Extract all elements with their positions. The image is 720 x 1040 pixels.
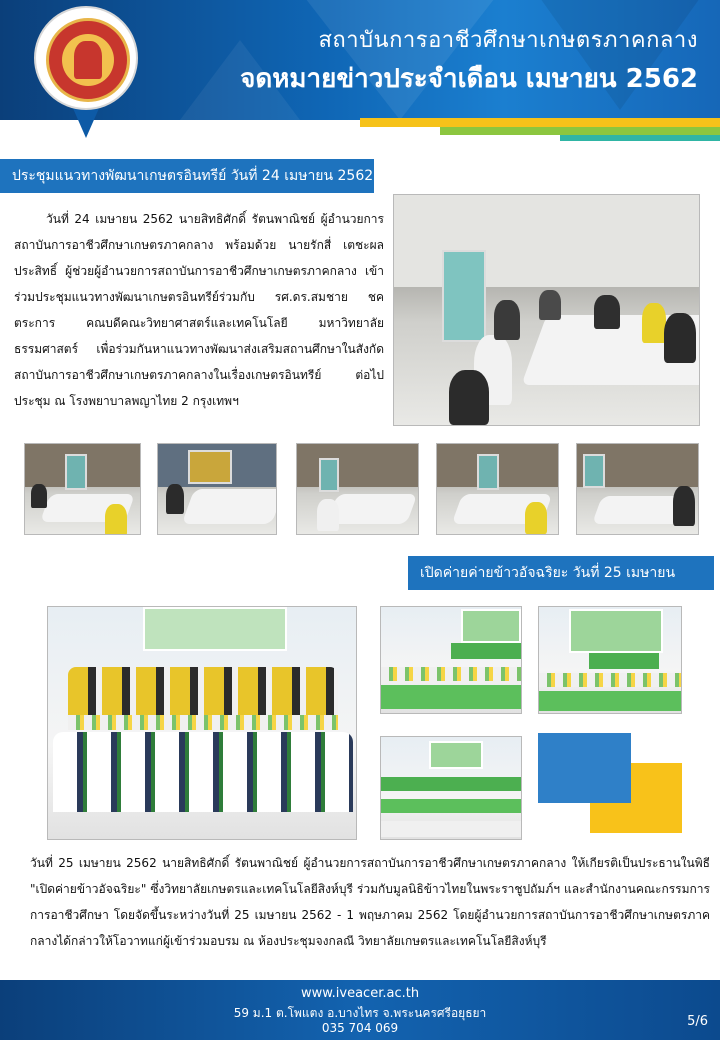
section2-body [30,850,710,954]
meeting-photo-main [393,194,700,426]
section1-body [14,206,384,414]
header-stripe [440,127,720,135]
header-stripe [360,118,720,127]
section2-paragraph: วันที่ 25 เมษายน 2562 นายสิทธิศักดิ์ รัตนพาณิชย์ ผู้อำนวยการสถาบันการอาชีวศึกษาเกษตรภาคกลาง ให้เกียรติเป็นประธานในพิธี "เปิดค่ายข้าวอัจฉริยะ" ซึ่งวิทยาลัยเกษตรและเทคโนโลยีสิงห์บุรี ร่วมกับมูลนิธิข้าวไทยในพระราชูปถัมภ์ฯ และสำนักงานคณะกรรมการการอาชีวศึกษา โดยจัดขึ้นระหว่างวันที่ 25 เมษายน 2562 - 1 พฤษภาคม 2562 โดยผู้อำนวยการสถาบันการอาชีวศึกษาเกษตรภาคกลางได้กล่าวให้โอวาทแก่ผู้เข้าร่วมอบรม ณ ห้องประชุมจงกลณี วิทยาลัยเกษตรและเทคโนโลยีสิงห์บุรี [30,856,710,948]
meeting-thumbnail-3 [296,443,419,535]
page-number: 5/6 [687,1014,708,1029]
logo-emblem-icon [34,6,138,110]
section1-paragraph: วันที่ 24 เมษายน 2562 นายสิทธิศักดิ์ รัตนพาณิชย์ ผู้อำนวยการสถาบันการอาชีวศึกษาเกษตรภาคกลาง พร้อมด้วย นายรักสี่ เตชะผลประสิทธิ์ ผู้ช่วยผู้อำนวยการสถาบันการอาชีวศึกษาเกษตรภาคกลาง เข้าร่วมประชุมแนวทางพัฒนาเกษตรอินทรีย์ร่วมกับ รศ.ดร.สมชาย ชคตระการ คณบดีคณะวิทยาศาสตร์และเทคโนโลยี มหาวิทยาลัยธรรมศาสตร์ เพื่อร่วมกันหาแนวทางพัฒนาส่งเสริมสถานศึกษาในสังกัดสถาบันการอาชีวศึกษาเกษตรภาคกลางในเรื่องเกษตรอินทรีย์ ต่อไป ประชุม ณ โรงพยาบาลพญาไทย 2 กรุงเทพฯ [14,212,384,408]
meeting-thumbnail-2 [157,443,277,535]
camp-photo-2 [538,606,682,714]
meeting-thumbnail-1 [24,443,141,535]
newsletter-title: จดหมายข่าวประจำเดือน เมษายน 2562 [240,64,698,94]
decorative-block-overlap [590,763,631,803]
footer-website-link[interactable]: www.iveacer.ac.th [300,986,420,1001]
institute-name: สถาบันการอาชีวศึกษาเกษตรภาคกลาง [318,28,698,53]
camp-photo-1 [380,606,522,714]
section2-heading: เปิดค่ายค่ายข้าวอัจฉริยะ วันที่ 25 เมษายน [408,556,714,590]
footer-address: 59 ม.1 ต.โพแตง อ.บางไทร จ.พระนครศรีอยุธยา [233,1006,487,1020]
header-stripe [560,135,720,141]
footer-phone: 035 704 069 [321,1021,399,1035]
camp-group-photo [47,606,357,840]
meeting-thumbnail-4 [436,443,559,535]
section1-heading: ประชุมแนวทางพัฒนาเกษตรอินทรีย์ วันที่ 24 เมษายน 2562 [0,159,374,193]
institute-logo [30,2,142,137]
camp-photo-3 [380,736,522,840]
meeting-thumbnail-5 [576,443,699,535]
